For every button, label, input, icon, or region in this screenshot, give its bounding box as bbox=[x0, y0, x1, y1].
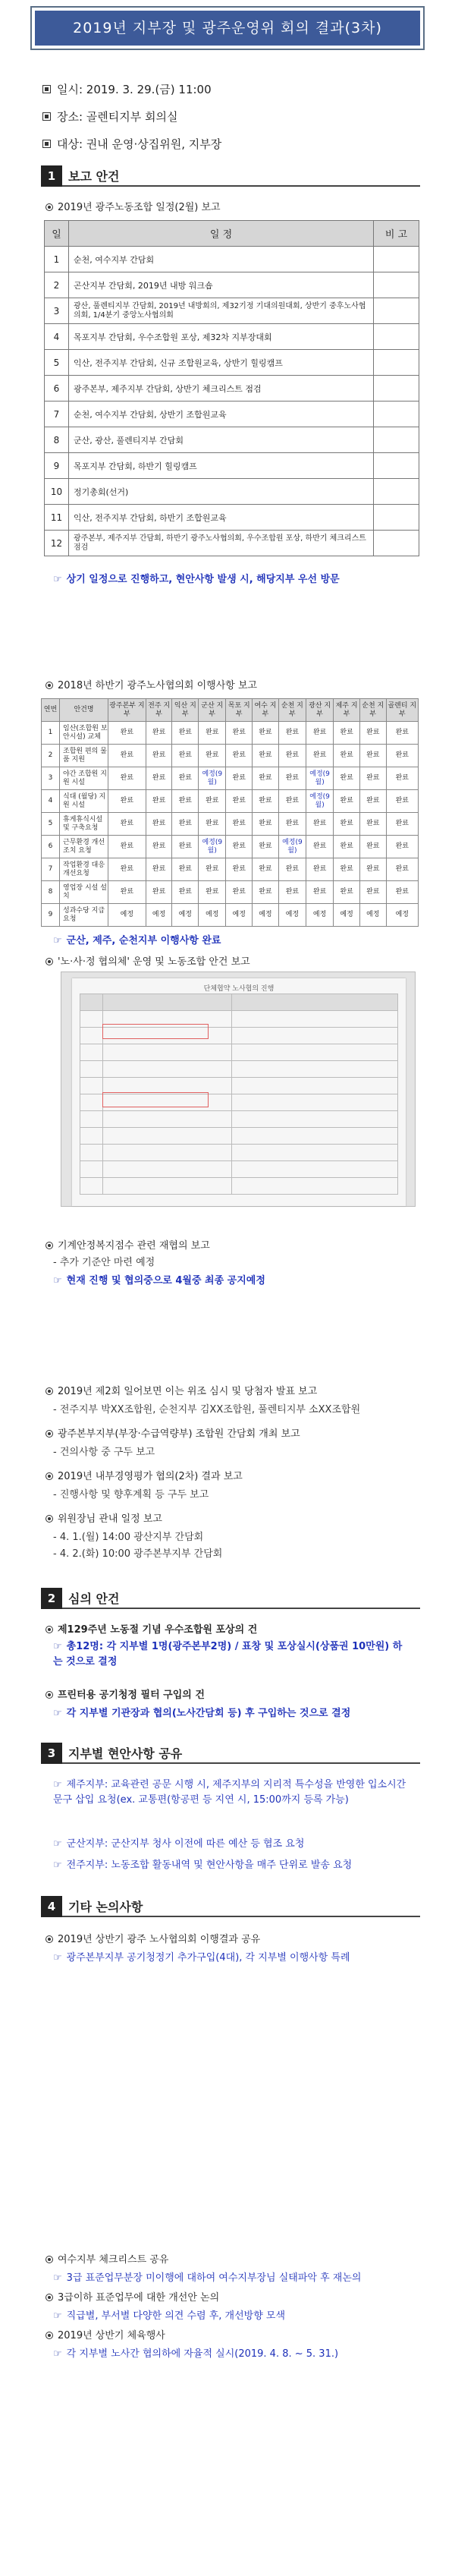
status-cell: 완료 bbox=[359, 745, 386, 767]
status-cell: 예정 bbox=[253, 904, 279, 927]
section-heading-3 bbox=[41, 1743, 420, 1765]
status-cell: 예정 bbox=[334, 904, 360, 927]
table-row: 2 곤산지부 간담회, 2019년 내방 워크숍 bbox=[45, 272, 419, 298]
report4-sub: - 추가 기준안 마련 예정 bbox=[53, 1257, 155, 1268]
report8-sub1: - 4. 1.(월) 14:00 광산지부 간담회 bbox=[53, 1532, 204, 1543]
status-cell: 완료 bbox=[172, 836, 199, 858]
status-cell: 완료 bbox=[108, 790, 146, 813]
section-underline bbox=[62, 185, 420, 187]
circle-bullet-icon bbox=[46, 1515, 53, 1523]
status-cell: 완료 bbox=[172, 858, 199, 881]
section-underline bbox=[62, 1916, 420, 1917]
table-row: 12 광주본부, 제주지부 간담회, 하반기 광주노사협의회, 우수조합원 포상, 하반기 체크리스트 점검 bbox=[45, 531, 419, 556]
photo-caption: 단체협약 노사협의 진행 bbox=[203, 985, 275, 993]
status-cell: 완료 bbox=[108, 745, 146, 767]
table-row: 8 군산, 광산, 풀렌티지부 간담회 bbox=[45, 427, 419, 453]
status-cell: 완료 bbox=[199, 745, 226, 767]
status-cell: 완료 bbox=[334, 858, 360, 881]
section-heading-1 bbox=[41, 165, 420, 188]
status-cell: 완료 bbox=[199, 722, 226, 745]
table-row: 11 익산, 전주지부 간담회, 하반기 조합원교육 bbox=[45, 505, 419, 531]
table-header-row bbox=[45, 221, 419, 247]
other2-sub: ☞ 3급 표준업무분장 미이행에 대하여 여수지부장님 실태파악 후 재논의 bbox=[53, 2272, 362, 2284]
meeting-info bbox=[42, 76, 406, 158]
status-cell: 완료 bbox=[334, 790, 360, 813]
status-cell: 완료 bbox=[226, 767, 253, 790]
status-cell: 예정(9월) bbox=[199, 836, 226, 858]
col-month: 일 bbox=[45, 221, 69, 247]
status-cell: 완료 bbox=[226, 836, 253, 858]
status-cell: 완료 bbox=[146, 881, 172, 904]
photo-paper bbox=[72, 978, 406, 1206]
col-etc: 비 고 bbox=[374, 221, 419, 247]
status-cell: 완료 bbox=[278, 722, 306, 745]
report1-note: ☞ 상기 일정으로 진행하고, 현안사항 발생 시, 해당지부 우선 방문 bbox=[53, 574, 340, 585]
status-cell: 완료 bbox=[226, 813, 253, 836]
status-cell: 완료 bbox=[226, 722, 253, 745]
report8-sub2: - 4. 2.(화) 10:00 광주본부지부 간담회 bbox=[53, 1548, 223, 1560]
other1-heading: 2019년 상반기 광주 노사협의회 이행결과 공유 bbox=[46, 1931, 260, 1945]
status-cell: 예정(9월) bbox=[199, 767, 226, 790]
status-cell: 완료 bbox=[172, 790, 199, 813]
circle-bullet-icon bbox=[46, 1935, 53, 1943]
status-cell: 완료 bbox=[253, 836, 279, 858]
circle-bullet-icon bbox=[46, 2294, 53, 2301]
schedule-table bbox=[44, 220, 419, 556]
square-bullet-icon bbox=[42, 140, 51, 148]
section-title: 기타 논의사항 bbox=[68, 1900, 143, 1914]
report7-sub: - 진행사항 및 향후계획 등 구두 보고 bbox=[53, 1489, 209, 1501]
issue2: ☞ 군산지부: 군산지부 청사 이전에 따른 예산 등 협조 요청 bbox=[53, 1838, 305, 1850]
status-cell: 완료 bbox=[359, 790, 386, 813]
status-cell: 완료 bbox=[253, 790, 279, 813]
section-number: 1 bbox=[41, 165, 62, 187]
status-cell: 완료 bbox=[278, 813, 306, 836]
meeting-document-photo bbox=[61, 972, 416, 1207]
deliberate2-heading: 프린터용 공기청정 필터 구입의 건 bbox=[46, 1686, 205, 1701]
pointing-hand-icon: ☞ bbox=[53, 1838, 62, 1850]
status-cell: 완료 bbox=[386, 790, 418, 813]
status-cell: 완료 bbox=[334, 813, 360, 836]
status-cell: 완료 bbox=[199, 790, 226, 813]
status-cell: 완료 bbox=[386, 813, 418, 836]
status-cell: 완료 bbox=[278, 790, 306, 813]
pointing-hand-icon: ☞ bbox=[53, 574, 62, 585]
status-cell: 완료 bbox=[278, 767, 306, 790]
pointing-hand-icon: ☞ bbox=[53, 2348, 62, 2360]
other3-heading: 3급이하 표준업무에 대한 개선안 논의 bbox=[46, 2289, 219, 2304]
table-row: 9 성과수당 지급 요청 예정 예정 예정 예정 예정 예정 예정 예정 예정 예정 예정 bbox=[42, 904, 419, 927]
status-cell: 완료 bbox=[199, 858, 226, 881]
status-cell: 완료 bbox=[172, 881, 199, 904]
circle-bullet-icon bbox=[46, 1691, 53, 1699]
status-cell: 완료 bbox=[334, 722, 360, 745]
status-cell: 완료 bbox=[278, 745, 306, 767]
status-cell: 완료 bbox=[278, 858, 306, 881]
other3-sub: ☞ 직급별, 부서별 다양한 의견 수렴 후, 개선방향 모색 bbox=[53, 2310, 286, 2322]
report7-heading: 2019년 내부경영평가 협의(2차) 결과 보고 bbox=[46, 1468, 243, 1482]
status-cell: 예정 bbox=[172, 904, 199, 927]
other4-sub: ☞ 각 지부별 노사간 협의하에 자율적 실시(2019. 4. 8. ~ 5. 31.) bbox=[53, 2348, 339, 2360]
table-row: 1 임산(조합원 보안시설) 교체 완료 완료 완료 완료 완료 완료 완료 완료 완료 완료 완료 bbox=[42, 722, 419, 745]
status-cell: 완료 bbox=[226, 745, 253, 767]
report2-heading: 2018년 하반기 광주노사협의회 이행사항 보고 bbox=[46, 677, 257, 691]
status-cell: 완료 bbox=[334, 745, 360, 767]
page-title: 2019년 지부장 및 광주운영위 회의 결과(3차) bbox=[35, 11, 420, 46]
status-cell: 완료 bbox=[253, 767, 279, 790]
status-cell: 완료 bbox=[146, 767, 172, 790]
report5-sub: - 전주지부 박XX조합원, 순천지부 김XX조합원, 풀렌티지부 소XX조합원 bbox=[53, 1404, 361, 1416]
status-cell: 완료 bbox=[226, 790, 253, 813]
table-row: 2 조합원 편의 물품 지원 완료 완료 완료 완료 완료 완료 완료 완료 완료 완료 완료 bbox=[42, 745, 419, 767]
status-cell: 예정(9월) bbox=[306, 767, 334, 790]
pointing-hand-icon: ☞ bbox=[53, 1641, 62, 1652]
pointing-hand-icon: ☞ bbox=[53, 935, 62, 946]
section-number: 3 bbox=[41, 1743, 62, 1764]
report6-sub: - 건의사항 중 구두 보고 bbox=[53, 1447, 155, 1458]
report1-heading: 2019년 광주노동조합 일정(2월) 보고 bbox=[46, 199, 221, 213]
report3-heading: '노·사·정 협의체' 운영 및 노동조합 안건 보고 bbox=[46, 953, 250, 968]
implementation-table bbox=[41, 698, 419, 927]
info-date-text: 일시: 2019. 3. 29.(금) 11:00 bbox=[57, 83, 212, 96]
section-title: 심의 안건 bbox=[68, 1592, 120, 1606]
info-date bbox=[42, 76, 406, 103]
deliberate2-note: ☞ 각 지부별 기관장과 협의(노사간담회 등) 후 구입하는 것으로 결정 bbox=[53, 1708, 351, 1719]
title-banner bbox=[30, 6, 425, 50]
status-cell: 완료 bbox=[386, 858, 418, 881]
status-cell: 완료 bbox=[306, 836, 334, 858]
status-cell: 예정 bbox=[226, 904, 253, 927]
section-number: 4 bbox=[41, 1896, 62, 1917]
circle-bullet-icon bbox=[46, 1626, 53, 1633]
table-header-row: 연번 안건명 광주본부 지부 전주 지부 익산 지부 군산 지부 목포 지부 여수 지부 순천 지부 광산 지부 제주 지부 순천 지부 골렌티 지부 bbox=[42, 699, 419, 722]
status-cell: 완료 bbox=[108, 767, 146, 790]
status-cell: 완료 bbox=[253, 722, 279, 745]
pointing-hand-icon: ☞ bbox=[53, 2310, 62, 2322]
status-cell: 완료 bbox=[359, 858, 386, 881]
deliberate1-heading: 제129주년 노동절 기념 우수조합원 포상의 건 bbox=[46, 1621, 257, 1636]
circle-bullet-icon bbox=[46, 1242, 53, 1249]
section-heading-4 bbox=[41, 1896, 420, 1919]
issue1: ☞ 제주지부: 교육관련 공문 시행 시, 제주지부의 지리적 특수성을 반영한 입소시간 문구 삽입 요청(ex. 교통편(항공편 등 지연 시, 15:00까지 등록 가능) bbox=[53, 1779, 406, 1806]
status-cell: 완료 bbox=[278, 881, 306, 904]
status-cell: 완료 bbox=[146, 722, 172, 745]
status-cell: 완료 bbox=[108, 836, 146, 858]
info-target-text: 대상: 권내 운영·상집위원, 지부장 bbox=[57, 137, 222, 151]
other1-sub: ☞ 광주본부지부 공기청정기 추가구입(4대), 각 지부별 이행사항 특례 bbox=[53, 1952, 350, 1963]
pointing-hand-icon: ☞ bbox=[53, 1952, 62, 1963]
table-row: 5 휴게휴식시설 및 구축요청 완료 완료 완료 완료 완료 완료 완료 완료 완료 완료 완료 bbox=[42, 813, 419, 836]
circle-bullet-icon bbox=[46, 2256, 53, 2263]
circle-bullet-icon bbox=[46, 1387, 53, 1395]
implementation-table-body bbox=[42, 722, 419, 927]
status-cell: 완료 bbox=[226, 881, 253, 904]
status-cell: 완료 bbox=[172, 813, 199, 836]
deliberate1-note: ☞ 총12명: 각 지부별 1명(광주본부2명) / 표창 및 포상실시(상품권 10만원) 하는 것으로 결정 bbox=[53, 1641, 403, 1667]
report6-heading: 광주본부지부(부장·수급역량부) 조합원 간담회 개최 보고 bbox=[46, 1425, 300, 1440]
status-cell: 완료 bbox=[306, 881, 334, 904]
status-cell: 완료 bbox=[199, 881, 226, 904]
table-row: 5 익산, 전주지부 간담회, 신규 조합원교육, 상반기 힐링캠프 bbox=[45, 350, 419, 376]
section-underline bbox=[62, 1762, 420, 1764]
square-bullet-icon bbox=[42, 85, 51, 93]
status-cell: 완료 bbox=[306, 858, 334, 881]
status-cell: 완료 bbox=[386, 767, 418, 790]
status-cell: 완료 bbox=[359, 813, 386, 836]
table-row: 9 목포지부 간담회, 하반기 힐링캠프 bbox=[45, 453, 419, 479]
status-cell: 완료 bbox=[108, 722, 146, 745]
square-bullet-icon bbox=[42, 112, 51, 121]
status-cell: 완료 bbox=[253, 813, 279, 836]
table-row: 4 식대 (월당) 지원 시설 완료 완료 완료 완료 완료 완료 완료 예정(9월) 완료 완료 완료 bbox=[42, 790, 419, 813]
status-cell: 완료 bbox=[386, 836, 418, 858]
table-row: 1 순천, 여수지부 간담회 bbox=[45, 247, 419, 272]
status-cell: 완료 bbox=[386, 881, 418, 904]
status-cell: 완료 bbox=[253, 881, 279, 904]
status-cell: 완료 bbox=[359, 722, 386, 745]
report4-heading: 기계안정복지점수 관련 재협의 보고 bbox=[46, 1237, 210, 1252]
status-cell: 완료 bbox=[306, 813, 334, 836]
status-cell: 예정 bbox=[359, 904, 386, 927]
info-target bbox=[42, 131, 406, 158]
circle-bullet-icon bbox=[46, 1430, 53, 1438]
status-cell: 완료 bbox=[359, 881, 386, 904]
pointing-hand-icon: ☞ bbox=[53, 1860, 62, 1871]
issue3: ☞ 전주지부: 노동조합 활동내역 및 현안사항을 매주 단위로 발송 요청 bbox=[53, 1860, 353, 1871]
report5-heading: 2019년 제2회 일어보면 이는 위조 심시 및 당첨자 발표 보고 bbox=[46, 1383, 317, 1397]
other2-heading: 여수지부 체크리스트 공유 bbox=[46, 2251, 168, 2266]
status-cell: 완료 bbox=[146, 858, 172, 881]
status-cell: 완료 bbox=[146, 745, 172, 767]
status-cell: 완료 bbox=[199, 813, 226, 836]
circle-bullet-icon bbox=[46, 1472, 53, 1480]
section-number: 2 bbox=[41, 1588, 62, 1609]
table-row: 6 근무환경 개선조치 요청 완료 완료 완료 예정(9월) 완료 완료 예정(9월) 완료 완료 완료 완료 bbox=[42, 836, 419, 858]
status-cell: 예정(9월) bbox=[306, 790, 334, 813]
status-cell: 완료 bbox=[172, 767, 199, 790]
pointing-hand-icon: ☞ bbox=[53, 1275, 62, 1286]
section-underline bbox=[62, 1608, 420, 1609]
circle-bullet-icon bbox=[46, 958, 53, 965]
status-cell: 완료 bbox=[253, 858, 279, 881]
status-cell: 완료 bbox=[146, 836, 172, 858]
section-title: 보고 안건 bbox=[68, 169, 120, 184]
status-cell: 예정 bbox=[146, 904, 172, 927]
status-cell: 완료 bbox=[306, 722, 334, 745]
status-cell: 완료 bbox=[226, 858, 253, 881]
status-cell: 완료 bbox=[334, 836, 360, 858]
status-cell: 완료 bbox=[359, 767, 386, 790]
red-highlight bbox=[102, 1024, 209, 1039]
status-cell: 완료 bbox=[146, 790, 172, 813]
pointing-hand-icon: ☞ bbox=[53, 1708, 62, 1719]
status-cell: 완료 bbox=[359, 836, 386, 858]
table-row: 10 정기총회(선거) bbox=[45, 479, 419, 505]
section-title: 지부별 현안사항 공유 bbox=[68, 1746, 183, 1761]
table-row: 7 작업환경 대응 개선요청 완료 완료 완료 완료 완료 완료 완료 완료 완료 완료 완료 bbox=[42, 858, 419, 881]
status-cell: 완료 bbox=[172, 722, 199, 745]
status-cell: 예정 bbox=[386, 904, 418, 927]
red-highlight bbox=[102, 1092, 209, 1107]
status-cell: 완료 bbox=[334, 881, 360, 904]
status-cell: 완료 bbox=[108, 813, 146, 836]
info-place bbox=[42, 103, 406, 131]
section-heading-2 bbox=[41, 1588, 420, 1611]
table-row: 8 영업장 시설 설치 완료 완료 완료 완료 완료 완료 완료 완료 완료 완료 완료 bbox=[42, 881, 419, 904]
status-cell: 완료 bbox=[334, 767, 360, 790]
table-row: 6 광주본부, 제주지부 간담회, 상반기 체크리스트 점검 bbox=[45, 376, 419, 402]
circle-bullet-icon bbox=[46, 2332, 53, 2339]
status-cell: 완료 bbox=[386, 722, 418, 745]
status-cell: 완료 bbox=[386, 745, 418, 767]
status-cell: 예정 bbox=[278, 904, 306, 927]
circle-bullet-icon bbox=[46, 682, 53, 689]
report4-note: ☞ 현재 진행 및 협의중으로 4월중 최종 공지예정 bbox=[53, 1275, 265, 1286]
pointing-hand-icon: ☞ bbox=[53, 1779, 62, 1790]
status-cell: 예정 bbox=[108, 904, 146, 927]
report8-heading: 위원장님 관내 일정 보고 bbox=[46, 1510, 162, 1525]
status-cell: 예정 bbox=[199, 904, 226, 927]
circle-bullet-icon bbox=[46, 203, 53, 211]
info-place-text: 장소: 골렌티지부 회의실 bbox=[57, 110, 178, 124]
status-cell: 완료 bbox=[253, 745, 279, 767]
status-cell: 완료 bbox=[306, 745, 334, 767]
status-cell: 예정(9월) bbox=[278, 836, 306, 858]
status-cell: 완료 bbox=[108, 881, 146, 904]
table-row: 7 순천, 여수지부 간담회, 상반기 조합원교육 bbox=[45, 402, 419, 427]
status-cell: 완료 bbox=[146, 813, 172, 836]
table-row: 3 광산, 풀렌티지부 간담회, 2019년 내방회의, 제32기정 기대의원대회, 상반기 중후노사협의회, 1/4분기 중앙노사협의회 bbox=[45, 298, 419, 324]
status-cell: 완료 bbox=[108, 858, 146, 881]
table-row: 4 목포지부 간담회, 우수조합원 포상, 제32차 지부장대회 bbox=[45, 324, 419, 350]
pointing-hand-icon: ☞ bbox=[53, 2272, 62, 2284]
status-cell: 예정 bbox=[306, 904, 334, 927]
status-cell: 완료 bbox=[172, 745, 199, 767]
other4-heading: 2019년 상반기 체육행사 bbox=[46, 2327, 165, 2341]
table-row: 3 야간 조합원 지원 시설 완료 완료 완료 예정(9월) 완료 완료 완료 예정(9월) 완료 완료 완료 bbox=[42, 767, 419, 790]
col-content: 일 정 bbox=[69, 221, 374, 247]
report2-note: ☞ 군산, 제주, 순천지부 이행사항 완료 bbox=[53, 935, 221, 946]
